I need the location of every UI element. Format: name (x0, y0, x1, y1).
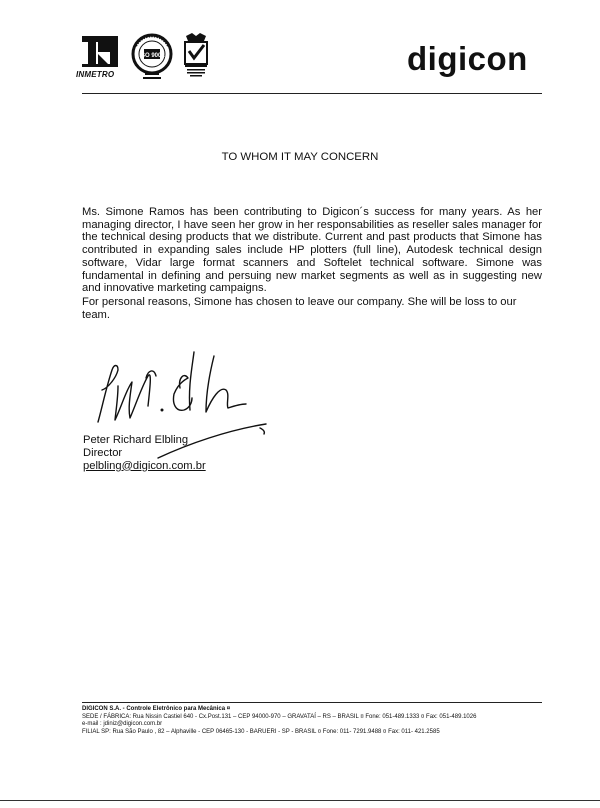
signer-name: Peter Richard Elbling (83, 434, 189, 446)
page-bottom-border (0, 800, 600, 801)
salutation: TO WHOM IT MAY CONCERN (221, 151, 379, 163)
paragraph-1: Ms. Simone Ramos has been contributing to Digicon´s success for many years. As her managing director, I have seen her grow in her responsabilities as reseller sales manager for the technical desing products that we distribute. Current and past products that Simone has contributed in expanding sales include HP plotters (full line), Autodesk technical design software, Vidar large format scanners and Softelet technical software. Simone was fundamental in defining and persuing new market segments as well as in suggesting new and innovative marketing campaigns. (82, 206, 542, 295)
inmetro-logo (76, 32, 122, 80)
footer-address (82, 706, 476, 736)
header-divider (82, 93, 542, 94)
iso-text: ISO 9001 (139, 53, 165, 59)
footer-hq-line: SEDE / FÁBRICA: Rua Nissin Castiel 640 - Cx.Post.131 – CEP 94000-970 – GRAVATAÍ – RS – BRASIL ¤ Fone: 051-489.1333 ¤ Fax: 051-489.1026 (82, 713, 477, 720)
signer-email-link[interactable]: pelbling@digicon.com.br (83, 459, 206, 472)
iso-9001-seal (130, 32, 174, 82)
accreditation-seal (182, 32, 210, 80)
certification-logos (76, 32, 210, 82)
paragraph-2: For personal reasons, Simone has chosen to leave our company. She will be loss to our team. (82, 296, 517, 321)
footer-company: DIGICON S.A. - Controle Eletrônico para Mecânica ¤ (82, 706, 231, 712)
footer-email-line: e-mail : jdiniz@digicon.com.br (82, 721, 163, 728)
signer-title: Director (83, 446, 123, 459)
company-logo: digicon (407, 40, 528, 77)
inmetro-caption: INMETRO (76, 70, 115, 79)
footer-branch-line: FILIAL SP: Rua São Paulo , 82 – Alphaville - CEP 06465-130 - BARUERI - SP - BRASIL ¤ Fone: 011- 7291.9488 ¤ Fax: 011- 421.2585 (82, 728, 440, 735)
signature-block (83, 434, 206, 472)
footer-divider (82, 702, 542, 703)
